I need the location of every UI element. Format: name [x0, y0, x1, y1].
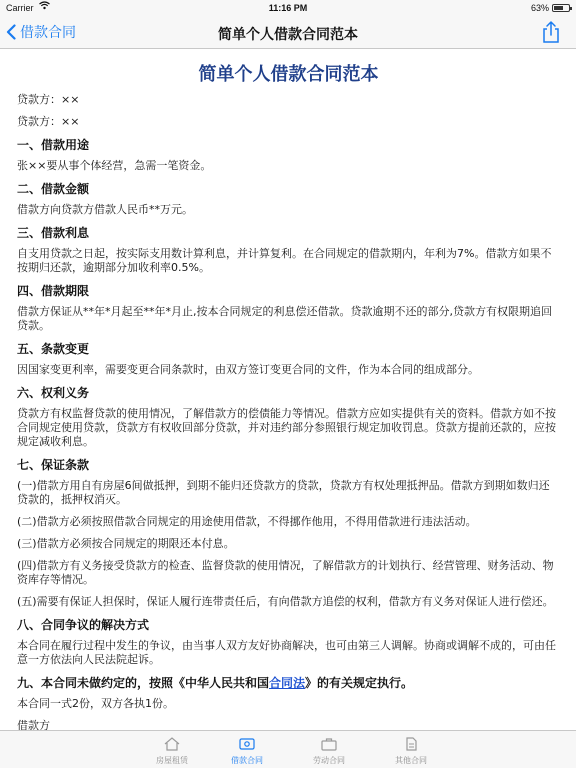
section-paragraph: (一)借款方用自有房屋6间做抵押，到期不能归还贷款方的贷款，贷款方有权处理抵押品。借款方到期如数归还贷款的，抵押权消灭。	[17, 479, 550, 506]
section-paragraph: 本合同在履行过程中发生的争议，由当事人双方友好协商解决，也可由第三人调解。协商或调解不成的，可由任意一方依法向人民法院起诉。	[17, 639, 556, 666]
section-paragraph: 因国家变更利率，需要变更合同条款时，由双方签订变更合同的文件，作为本合同的组成部分。	[17, 363, 479, 376]
section-paragraph: (五)需要有保证人担保时，保证人履行连带责任后，有向借款方追偿的权利，借款方有义务对保证人进行偿还。	[17, 595, 554, 608]
section-heading: 七、保证条款	[17, 458, 90, 472]
section-2	[17, 181, 560, 217]
chevron-left-icon	[6, 24, 16, 40]
nav-title: 简单个人借款合同范本	[218, 27, 358, 43]
share-button[interactable]	[540, 20, 562, 44]
section-heading: 三、借款利息	[17, 226, 90, 240]
cut-off-text: 借款方	[17, 719, 50, 730]
back-button-label: 借款合同	[20, 25, 76, 41]
contract-content[interactable]	[0, 50, 576, 730]
section-7	[17, 457, 560, 609]
status-time: 11:16 PM	[268, 3, 308, 13]
tab-label: 劳动合同	[313, 756, 345, 765]
battery-icon	[552, 4, 570, 12]
section-paragraph: 自支用贷款之日起，按实际支用数计算利息，并计算复利。在合同规定的借款期内，年利为7%。借款方如果不按期归还款，逾期部分加收利率0.5%。	[17, 247, 552, 274]
battery-fill	[554, 6, 563, 10]
section-9	[17, 675, 560, 711]
document-title: 简单个人借款合同范本	[198, 64, 379, 85]
section-paragraph: 本合同一式2份，双方各执1份。	[17, 697, 174, 710]
briefcase-icon	[320, 737, 338, 751]
section-paragraph: (二)借款方必须按照借款合同规定的用途使用借款，不得挪作他用，不得用借款进行违法活动。	[17, 515, 477, 528]
carrier-label: Carrier	[6, 3, 34, 13]
house-icon	[163, 737, 181, 751]
section-3	[17, 225, 560, 275]
back-button[interactable]	[6, 21, 76, 43]
section-heading: 五、条款变更	[17, 342, 90, 356]
tab-loan-contract[interactable]	[212, 737, 282, 765]
tab-labor-contract[interactable]	[294, 737, 364, 765]
tab-label: 借款合同	[231, 756, 263, 765]
section-heading: 一、借款用途	[17, 138, 90, 152]
tab-bar	[0, 730, 576, 768]
section-heading: 二、借款金额	[17, 182, 90, 196]
section-6	[17, 385, 560, 449]
section-paragraph: 借款方向贷款方借款人民币**万元。	[17, 203, 193, 216]
lender-line: 贷款方：××	[17, 93, 80, 106]
section-paragraph: 贷款方有权监督贷款的使用情况，了解借款方的偿债能力等情况。借款方应如实提供有关的资料。借款方如不按合同规定使用贷款，贷款方有权收回部分贷款，并对违约部分参照银行规定加收罚息。贷款方提前还款的，应按规定减收利息。	[17, 407, 556, 448]
tab-label: 其他合同	[395, 756, 427, 765]
section-heading: 四、借款期限	[17, 284, 90, 298]
share-icon	[540, 20, 562, 44]
navigation-bar	[0, 16, 576, 49]
section-heading	[17, 675, 560, 691]
sections-container	[17, 137, 560, 667]
status-bar	[0, 0, 576, 16]
section-heading-prefix: 九、本合同未做约定的，按照《中华人民共和国	[17, 676, 270, 690]
section-heading: 八、合同争议的解决方式	[17, 618, 150, 632]
tab-label: 房屋租赁	[156, 756, 188, 765]
borrower-line: 贷款方：××	[17, 115, 80, 128]
section-paragraph: (四)借款方有义务接受贷款方的检查、监督贷款的使用情况，了解借款方的计划执行、经营管理、财务活动、物资库存等情况。	[17, 559, 554, 586]
section-8	[17, 617, 560, 667]
tab-other-contracts[interactable]	[376, 737, 446, 765]
section-1	[17, 137, 560, 173]
section-paragraph: 张××要从事个体经营，急需一笔资金。	[17, 159, 212, 172]
document-icon	[402, 737, 420, 751]
money-icon	[238, 737, 256, 751]
section-heading: 六、权利义务	[17, 386, 90, 400]
tab-house-rental[interactable]	[137, 737, 207, 765]
section-paragraph: (三)借款方必须按合同规定的期限还本付息。	[17, 537, 235, 550]
contract-law-link[interactable]: 合同法	[269, 676, 306, 690]
battery-percent: 63%	[530, 3, 549, 13]
section-5	[17, 341, 560, 377]
section-paragraph: 借款方保证从**年*月起至**年*月止,按本合同规定的利息偿还借款。贷款逾期不还的部分,贷款方有权限期追回贷款。	[17, 305, 552, 332]
section-heading-suffix: 》的有关规定执行。	[305, 676, 414, 690]
section-4	[17, 283, 560, 333]
